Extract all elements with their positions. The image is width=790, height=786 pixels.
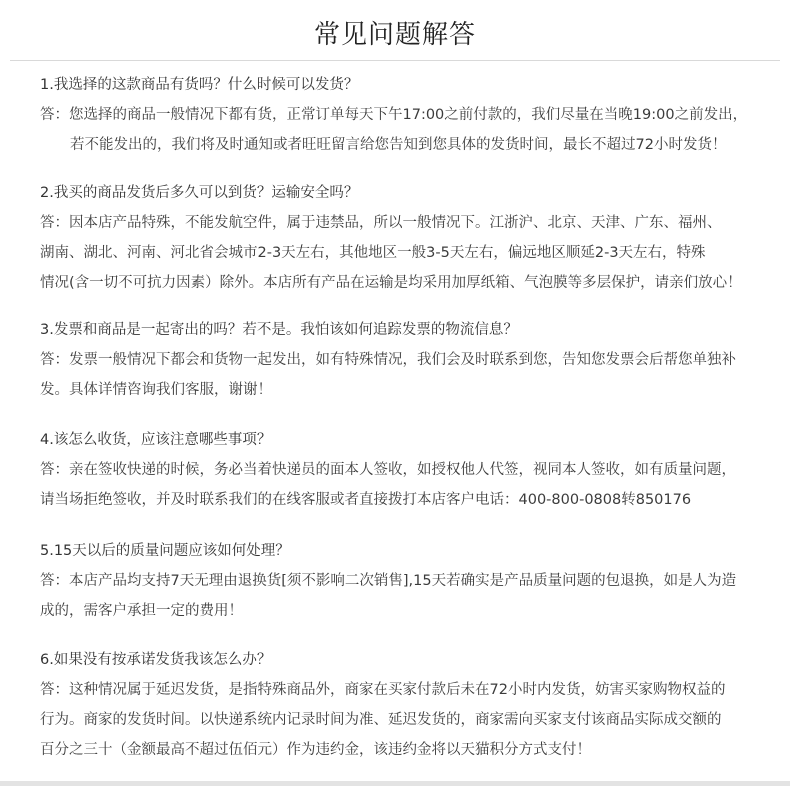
faq-answer-line: 答：本店产品均支持7天无理由退换货[须不影响二次销售],15天若确实是产品质量问题的包退换，如是人为造 — [40, 573, 737, 589]
faq-item-4 — [40, 425, 786, 515]
faq-answer-line: 答：亲在签收快递的时候，务必当着快递员的面本人签收，如授权他人代签，视同本人签收，如有质量问题， — [40, 462, 736, 478]
faq-answer-line: 成的，需客户承担一定的费用！ — [40, 603, 243, 619]
faq-question: 1.我选择的这款商品有货吗？什么时候可以发货？ — [40, 77, 359, 93]
faq-question: 5.15天以后的质量问题应该如何处理？ — [40, 543, 290, 559]
faq-answer-line: 湖南、湖北、河南、河北省会城市2-3天左右，其他地区一般3-5天左右，偏远地区顺延2-3天左右，特殊 — [40, 245, 706, 261]
faq-answer-line: 答：因本店产品特殊，不能发航空件，属于违禁品，所以一般情况下。江浙沪、北京、天津、广东、福州、 — [40, 215, 722, 231]
faq-answer-line: 发。具体详情咨询我们客服，谢谢！ — [40, 382, 272, 398]
faq-question: 4.该怎么收货，应该注意哪些事项？ — [40, 432, 272, 448]
faq-answer-line: 答：您选择的商品一般情况下都有货，正常订单每天下午17:00之前付款的，我们尽量在当晚19:00之前发出， — [40, 107, 748, 123]
faq-item-6 — [40, 645, 786, 765]
faq-answer-line: 答：发票一般情况下都会和货物一起发出，如有特殊情况，我们会及时联系到您，告知您发票会后帮您单独补 — [40, 352, 736, 368]
faq-answer-line: 行为。商家的发货时间。以快递系统内记录时间为准、延迟发货的，商家需向买家支付该商品实际成交额的 — [40, 712, 722, 728]
faq-item-1 — [40, 70, 786, 160]
bottom-divider — [0, 781, 790, 786]
faq-question: 2.我买的商品发货后多久可以到货？运输安全吗？ — [40, 185, 359, 201]
faq-answer-line: 百分之三十（金额最高不超过伍佰元）作为违约金，该违约金将以天猫积分方式支付！ — [40, 742, 591, 758]
faq-question: 6.如果没有按承诺发货我该怎么办？ — [40, 652, 272, 668]
faq-item-5 — [40, 536, 786, 626]
faq-item-2 — [40, 178, 786, 298]
faq-answer-line: 若不能发出的，我们将及时通知或者旺旺留言给您告知到您具体的发货时间，最长不超过72小时发货！ — [70, 137, 727, 153]
faq-answer-line: 请当场拒绝签收，并及时联系我们的在线客服或者直接拨打本店客户电话：400-800-0808转850176 — [40, 492, 692, 508]
faq-answer-line: 情况(含一切不可抗力因素）除外。本店所有产品在运输是均采用加厚纸箱、气泡膜等多层保护，请亲们放心！ — [40, 275, 742, 291]
page-title: 常见问题解答 — [313, 20, 476, 50]
faq-answer-line: 答：这种情况属于延迟发货，是指特殊商品外，商家在买家付款后未在72小时内发货，妨害买家购物权益的 — [40, 682, 726, 698]
faq-item-3 — [40, 315, 786, 405]
title-divider — [10, 60, 780, 61]
faq-question: 3.发票和商品是一起寄出的吗？若不是。我怕该如何追踪发票的物流信息？ — [40, 322, 518, 338]
